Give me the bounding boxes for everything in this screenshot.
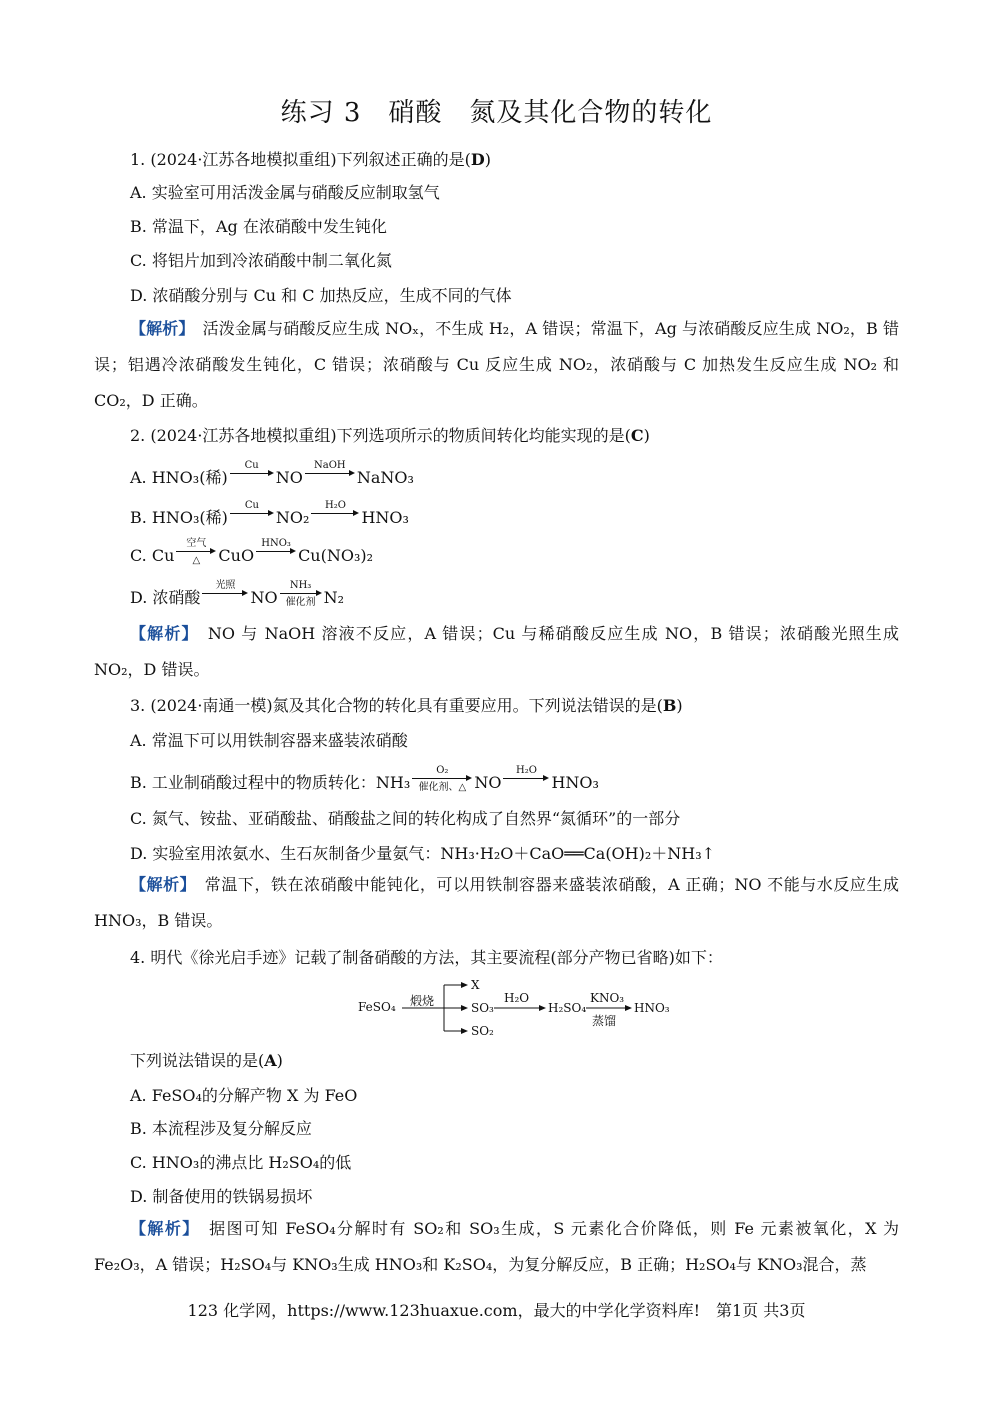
q4-option-b: B. 本流程涉及复分解反应 xyxy=(130,1119,312,1138)
flow-arrows xyxy=(358,975,678,1045)
flow-start: FeSO₄ xyxy=(358,1000,396,1014)
q4-answer: A xyxy=(264,1051,277,1070)
q4-option-a: A. FeSO₄的分解产物 X 为 FeO xyxy=(130,1086,358,1105)
q2-answer: C xyxy=(630,426,644,445)
flow-step-calcine: 煅烧 xyxy=(410,994,435,1008)
q3-analysis: 【解析】 常温下，铁在浓硝酸中能钝化，可以用铁制容器来盛装浓硝酸，A 正确；NO 不能与水反应生成 HNO₃，B 错误。 xyxy=(94,875,899,930)
q1-option-a: A. 实验室可用活泼金属与硝酸反应制取氢气 xyxy=(130,183,440,202)
flow-end: HNO₃ xyxy=(634,1001,670,1015)
flow-product-x: X xyxy=(471,978,480,992)
q3-option-d: D. 实验室用浓氨水、生石灰制备少量氨气：NH₃·H₂O＋CaO══Ca(OH)₂＋NH₃↑ xyxy=(130,844,716,863)
flow-intermediate: H₂SO₄ xyxy=(548,1001,587,1015)
analysis-tag: 【解析】 xyxy=(130,1219,192,1238)
q3-option-a: A. 常温下可以用铁制容器来盛装浓硝酸 xyxy=(130,731,408,750)
flow-product-so3: SO₃ xyxy=(471,1001,494,1015)
q4-analysis: 【解析】 据图可知 FeSO₄分解时有 SO₂和 SO₃生成，S 元素化合价降低，则 Fe 元素被氧化，X 为 Fe₂O₃，A 错误；H₂SO₄与 KNO₃生成 HNO₃和 K₂SO₄，为复分解反应，B 正确；H₂SO₄与 KNO₃混合，蒸 xyxy=(94,1219,899,1274)
q2-option-a: A. HNO₃(稀) Cu NO NaOH NaNO₃ xyxy=(130,460,414,487)
q4-option-d: D. 制备使用的铁锅易损坏 xyxy=(130,1187,313,1206)
q2-option-d: D. 浓硝酸 光照 NO NH₃ 催化剂 N₂ xyxy=(130,580,344,608)
analysis-tag: 【解析】 xyxy=(130,875,189,894)
q1-option-b: B. 常温下，Ag 在浓硝酸中发生钝化 xyxy=(130,217,387,236)
q4-flow-diagram xyxy=(358,975,678,1045)
q3-option-c: C. 氮气、铵盐、亚硝酸盐、硝酸盐之间的转化构成了自然界“氮循环”的一部分 xyxy=(130,809,681,828)
q1-option-c: C. 将铝片加到冷浓硝酸中制二氧化氮 xyxy=(130,251,392,270)
q2-stem: 2. (2024·江苏各地模拟重组)下列选项所示的物质间转化均能实现的是(C) xyxy=(130,426,650,445)
flow-step-distill: 蒸馏 xyxy=(592,1014,617,1028)
q2-option-c: C. Cu 空气 △ CuO HNO₃ Cu(NO₃)₂ xyxy=(130,538,374,566)
flow-step-water: H₂O xyxy=(504,991,530,1005)
q1-option-d: D. 浓硝酸分别与 Cu 和 C 加热反应，生成不同的气体 xyxy=(130,286,512,305)
q4-stem: 4. 明代《徐光启手迹》记载了制备硝酸的方法，其主要流程(部分产物已省略)如下： xyxy=(130,948,723,967)
q1-answer: D xyxy=(470,150,485,169)
analysis-tag: 【解析】 xyxy=(130,624,191,643)
q3-stem: 3. (2024·南通一模)氮及其化合物的转化具有重要应用。下列说法错误的是(B) xyxy=(130,696,683,715)
q1-analysis: 【解析】 活泼金属与硝酸反应生成 NOₓ，不生成 H₂，A 错误；常温下，Ag 与浓硝酸反应生成 NO₂，B 错误；铝遇冷浓硝酸发生钝化，C 错误；浓硝酸与 Cu 反应生成 NO₂，浓硝酸与 C 加热发生反应生成 NO₂ 和 CO₂，D 正确。 xyxy=(94,319,899,410)
flow-product-so2: SO₂ xyxy=(471,1024,494,1038)
page-title: 练习 3 硝酸 氮及其化合物的转化 xyxy=(280,98,713,128)
q4-option-c: C. HNO₃的沸点比 H₂SO₄的低 xyxy=(130,1153,352,1172)
q1-stem: 1. (2024·江苏各地模拟重组)下列叙述正确的是(D) xyxy=(130,150,492,169)
analysis-tag: 【解析】 xyxy=(130,319,187,338)
q4-stem2: 下列说法错误的是(A) xyxy=(130,1051,283,1070)
q2-analysis: 【解析】 NO 与 NaOH 溶液不反应，A 错误；Cu 与稀硝酸反应生成 NO，B 错误；浓硝酸光照生成 NO₂，D 错误。 xyxy=(94,624,899,679)
page-footer: 123 化学网，https://www.123huaxue.com，最大的中学化学资料库! 第1页 共3页 xyxy=(187,1301,806,1320)
flow-step-kno3: KNO₃ xyxy=(590,991,625,1005)
q3-option-b: B. 工业制硝酸过程中的物质转化：NH₃ O₂ 催化剂、△ NO H₂O HNO₃ xyxy=(130,765,599,793)
q2-option-b: B. HNO₃(稀) Cu NO₂ H₂O HNO₃ xyxy=(130,500,409,527)
q3-answer: B xyxy=(662,696,677,715)
